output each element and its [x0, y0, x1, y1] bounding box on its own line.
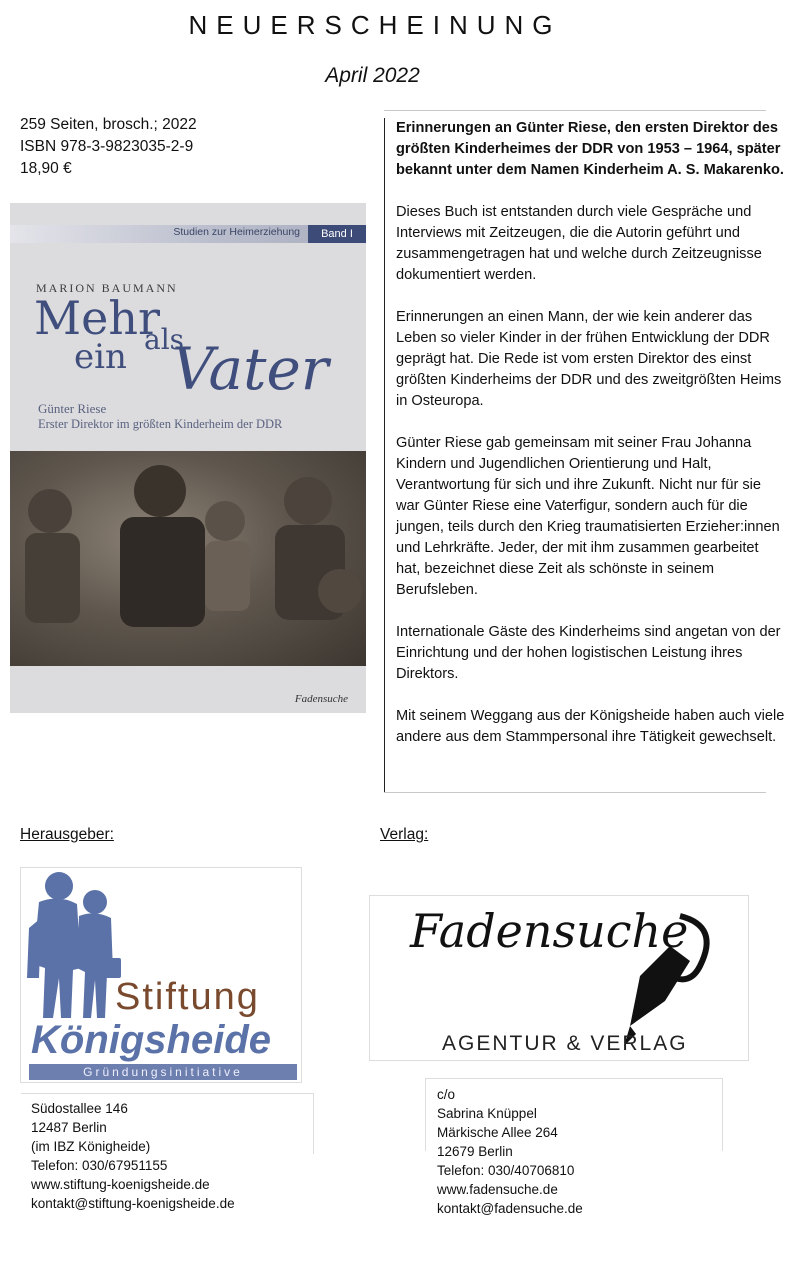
description-lead: Erinnerungen an Günter Riese, den ersten Direktor des größten Kinderheimes der DDR von 1953 – 1964, später bekannt unter dem Namen Kinderheim A. S. Makarenko. [396, 120, 784, 178]
logo-agentur-verlag: AGENTUR & VERLAG [442, 1032, 688, 1055]
cover-photo [10, 451, 366, 666]
cover-title-vater: Vater [172, 335, 329, 403]
logo-word-stiftung: Stiftung [115, 976, 260, 1018]
address-line: Märkische Allee 264 [437, 1125, 558, 1140]
address-line: c/o [437, 1087, 456, 1102]
description-paragraph: Internationale Gäste des Kinderheims sind angetan von der Einrichtung und der hohen logistischen Leistung ihres Direktors. [396, 624, 781, 682]
address-website[interactable]: www.stiftung-koenigsheide.de [31, 1177, 210, 1192]
address-line: Sabrina Knüppel [437, 1106, 537, 1121]
logo-word-koenigsheide: Königsheide [31, 1018, 272, 1062]
address-line: 12487 Berlin [31, 1120, 107, 1135]
series-title: Studien zur Heimerziehung [173, 226, 300, 238]
fadensuche-logo [369, 895, 749, 1061]
address-line: (im IBZ Königheide) [31, 1139, 151, 1154]
cover-title-ein: ein [74, 337, 127, 377]
publisher-address [31, 1099, 235, 1213]
cover-author: MARION BAUMANN [36, 281, 178, 295]
verlag-label: Verlag: [380, 826, 429, 843]
band-label: Band I [308, 225, 366, 243]
publisher-label: Herausgeber: [20, 826, 114, 843]
address-email[interactable]: kontakt@stiftung-koenigsheide.de [31, 1196, 235, 1211]
page-count: 259 Seiten, brosch.; 2022 [20, 116, 197, 133]
description-paragraph: Dieses Buch ist entstanden durch viele Gespräche und Interviews mit Zeitzeugen, die die Autorin geführt und zusammengetragen hat und welche durch Zeitzeugnisse dokumentiert werden. [396, 204, 762, 283]
description-paragraph: Erinnerungen an einen Mann, der wie kein anderer das Leben so vieler Kinder in der frühen Entwicklung der DDR geprägt hat. Die Rede ist vom ersten Direktor des einst größten Kinderheims der DDR und des zweitgrößten Heims in Osteuropa. [396, 309, 782, 409]
series-bar [10, 225, 366, 243]
announcement-headline: NEUERSCHEINUNG [188, 10, 562, 40]
book-description [396, 118, 786, 769]
cover-subtitle-name: Günter Riese [38, 401, 107, 416]
price: 18,90 € [20, 160, 72, 177]
column-top-rule [384, 110, 766, 111]
logo-word-gruendungsinitiative: Gründungsinitiative [29, 1064, 297, 1080]
address-phone: Telefon: 030/40706810 [437, 1163, 575, 1178]
column-bottom-rule [384, 792, 766, 793]
book-cover [10, 203, 366, 713]
column-divider [384, 118, 385, 792]
address-line: Südostallee 146 [31, 1101, 128, 1116]
isbn: ISBN 978-3-9823035-2-9 [20, 138, 194, 155]
address-email[interactable]: kontakt@fadensuche.de [437, 1201, 583, 1216]
cover-title-mehr: Mehr [34, 291, 160, 345]
description-paragraph: Günter Riese gab gemeinsam mit seiner Frau Johanna Kindern und Jugendlichen Orientierung und Halt, Verantwortung für sich und ihre Zukunft. Nicht nur für sie war Günter Riese eine Vaterfigur, sondern auch für die jungen, teils durch den Krieg traumatisierten Erzieher:innen und Lehrkräfte. Jeder, der mit ihm zusammen gearbeitet hat, bezeichnet diese Zeit als schönste in seinem Berufsleben. [396, 435, 780, 598]
address-phone: Telefon: 030/67951155 [31, 1158, 168, 1173]
book-meta [20, 114, 197, 180]
address-line: 12679 Berlin [437, 1144, 513, 1159]
verlag-address [437, 1085, 583, 1218]
description-paragraph: Mit seinem Weggang aus der Königsheide haben auch viele andere aus dem Stammpersonal ihre Tätigkeit gewechselt. [396, 708, 785, 745]
logo-script-fadensuche: Fadensuche [410, 904, 689, 958]
stiftung-koenigsheide-logo [20, 867, 302, 1083]
cover-photo-figures [10, 451, 366, 666]
release-date: April 2022 [325, 64, 420, 87]
address-website[interactable]: www.fadensuche.de [437, 1182, 558, 1197]
cover-title-als: als [144, 323, 185, 356]
cover-subtitle-role: Erster Direktor im größten Kinderheim der DDR [38, 417, 283, 431]
cover-publisher-mark: Fadensuche [294, 693, 348, 705]
